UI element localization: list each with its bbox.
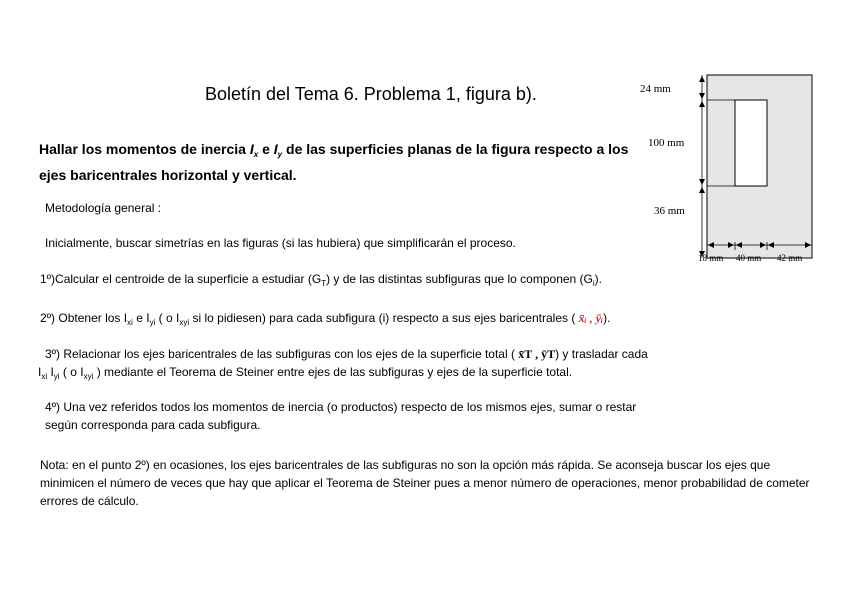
arrow	[699, 101, 705, 107]
step-3: 3º) Relacionar los ejes baricentrales de las subfiguras con los ejes de la superficie total ( x̄T , ȳT) y trasladar cada $I_{xi}$ $I_{yi}$ ( o $I_{xyi}$ ) mediante el Teorema de Steiner entre ejes de las subfiguras y ejes de la superficie total.	[38, 347, 648, 381]
note: Nota: en el punto 2º) en ocasiones, los ejes baricentrales de las subfiguras no son la opción más rápida. Se aconseja buscar los ejes que minimicen el número de veces que hay que aplicar el Teorema de Steiner pues a menor número de operaciones, menor probabilidad de cometer errores de cálculo.	[40, 458, 810, 508]
initial-step: Inicialmente, buscar simetrías en las figuras (si las hubiera) que simplificarán el proceso.	[45, 236, 516, 250]
inner-hole	[735, 100, 767, 186]
step-4: 4º) Una vez referidos todos los momentos de inercia (o productos) respecto de los mismos ejes, sumar o restar según corresponda para cada subfigura.	[45, 400, 637, 432]
section-figure	[640, 70, 820, 265]
arrow	[699, 187, 705, 193]
page-title: Boletín del Tema 6. Problema 1, figura b).	[205, 84, 537, 104]
arrow	[699, 179, 705, 185]
dim-b2-label: 40 mm	[736, 253, 762, 263]
arrow	[699, 93, 705, 99]
problem-statement: Hallar los momentos de inercia $I_x$ e $I_y$ de las superficies planas de la figura respecto a los ejes baricentrales horizontal y vertical.	[39, 141, 629, 183]
dim-b1-label: 18 mm	[698, 253, 724, 263]
dim-bot-label: 36 mm	[654, 205, 685, 217]
subfigure-axes: x̄ᵢ , ȳᵢ	[578, 311, 604, 325]
dim-b3-label: 42 mm	[777, 253, 803, 263]
total-axes: x̄T , ȳT	[518, 347, 556, 361]
dim-top-label: 24 mm	[640, 83, 671, 95]
step-2: 2º) Obtener los $I_{xi}$ e $I_{yi}$ ( o $I_{xyi}$ si lo pidiesen) para cada subfigura (i) respecto a sus ejes baricentrales ( x̄ᵢ , ȳᵢ).	[40, 311, 611, 327]
methodology-label: Metodología general :	[45, 201, 162, 215]
arrow	[699, 76, 705, 82]
step-1: 1º)Calcular el centroide de la superficie a estudiar $(G_T)$ y de las distintas subfiguras que lo componen $(G_i)$.	[40, 272, 603, 288]
dim-mid-label: 100 mm	[648, 137, 685, 149]
